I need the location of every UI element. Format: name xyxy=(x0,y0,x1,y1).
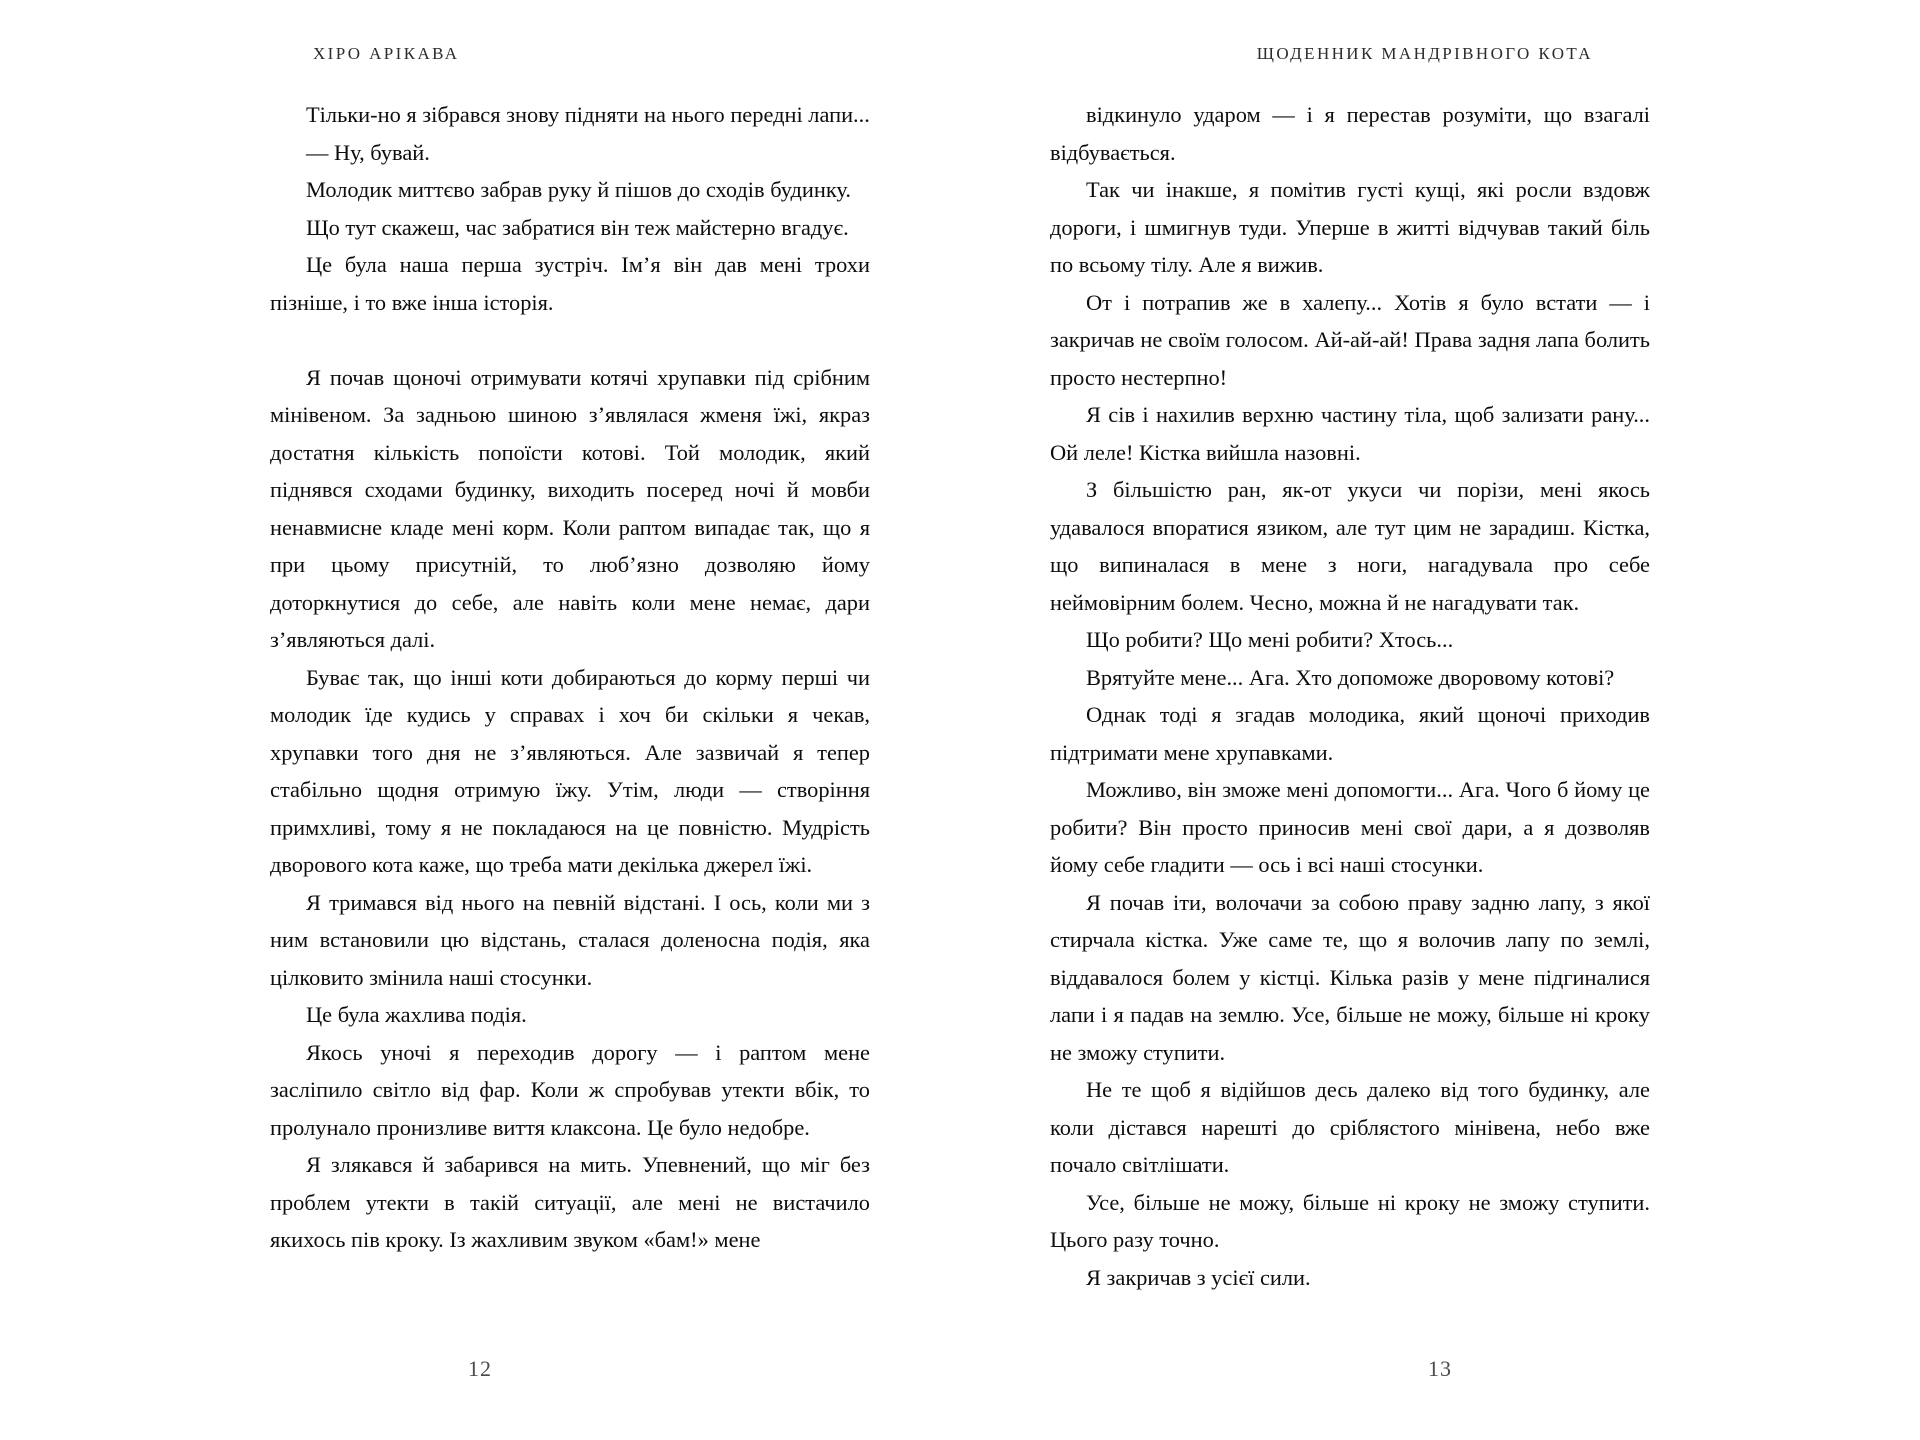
paragraph: Що робити? Що мені робити? Хтось... xyxy=(1086,627,1454,652)
paragraph: Це була наша перша зустріч. Ім’я він дав мені трохи пізніше, і то вже інша історія. xyxy=(270,252,870,315)
folio-right: 13 xyxy=(1428,1356,1452,1381)
paragraph: От і потрапив же в халепу... Хотів я було встати — і закричав не своїм голосом. Ай-ай-ай! Права задня лапа болить просто нестерпно! xyxy=(1050,289,1650,390)
paragraph: Я закричав з усієї сили. xyxy=(1086,1264,1311,1290)
running-head-title: ЩОДЕННИК МАНДРІВНОГО КОТА xyxy=(1256,44,1593,63)
paragraph: З більшістю ран, як-от укуси чи порізи, мені якось удавалося впоратися язиком, але тут цим не зарадиш. Кістка, що випиналася в мене з ноги, нагадувала про себе неймовірним болем. Чесно, можна й не нагадувати так. xyxy=(1050,477,1650,615)
folio-left: 12 xyxy=(468,1356,492,1381)
paragraph: Буває так, що інші коти добираються до корму перші чи молодик їде кудись у справах і хоч би скільки я чекав, хрупавки того дня не з’являються. Але зазвичай я тепер стабільно щодня отримую їжу. Утім, люди — створіння примхливі, тому я не покладаюся на це повністю. Мудрість дворового кота каже, що треба мати декілька джерел їжі. xyxy=(270,664,870,877)
paragraph: Можливо, він зможе мені допомогти... Ага. Чого б йому це робити? Він просто приносив мені свої дари, а я дозволяв йому себе гладити — ось і всі наші стосунки. xyxy=(1050,777,1650,877)
paragraph: Я сів і нахилив верхню частину тіла, щоб зализати рану... Ой леле! Кістка вийшла назовні. xyxy=(1050,402,1650,465)
paragraph: Врятуйте мене... Ага. Хто допоможе дворовому котові? xyxy=(1086,664,1615,690)
left-page-column xyxy=(270,96,870,1296)
paragraph: Однак тоді я згадав молодика, який щоночі приходив підтримати мене хрупавками. xyxy=(1050,702,1650,765)
paragraph: Я почав щоночі отримувати котячі хрупавки під срібним мінівеном. За задньою шиною з’являлася жменя їжі, якраз достатня кількість попоїсти котові. Той молодик, який піднявся сходами будинку, виходить посеред ночі й мовби ненавмисне кладе мені корм. Коли раптом випадає так, що я при цьому присутній, то люб’язно дозволяю йому доторкнутися до себе, але навіть коли мене немає, дари з’являються далі. xyxy=(270,364,870,652)
paragraph: Якось уночі я переходив дорогу — і раптом мене засліпило світло від фар. Коли ж спробував утекти вбік, то пролунало пронизливе виття клаксона. Це було недобре. xyxy=(270,1039,870,1140)
right-page-column xyxy=(1050,96,1650,1296)
paragraph: відкинуло ударом — і я перестав розуміти, що взагалі відбувається. xyxy=(1050,102,1650,165)
right-page-body-text xyxy=(1050,96,1650,1296)
paragraph: Я злякався й забарився на мить. Упевнений, що міг без проблем утекти в такій ситуації, але мені не вистачило якихось пів кроку. Із жахливим звуком «бам!» мене xyxy=(270,1152,870,1252)
paragraph: Тільки-но я зібрався знову підняти на нього передні лапи... xyxy=(306,102,870,127)
paragraph: Я почав іти, волочачи за собою праву задню лапу, з якої стирчала кістка. Уже саме те, що я волочив лапу по землі, віддавалося болем у кістці. Кілька разів у мене підгиналися лапи і я падав на землю. Усе, більше не можу, більше ні кроку не зможу ступити. xyxy=(1050,889,1650,1065)
paragraph: Це була жахлива подія. xyxy=(306,1002,527,1027)
paragraph: Молодик миттєво забрав руку й пішов до сходів будинку. xyxy=(306,177,851,202)
paragraph: Я тримався від нього на певній відстані. І ось, коли ми з ним встановили цю відстань, сталася доленосна подія, яка цілковито змінила наші стосунки. xyxy=(270,889,870,990)
left-page-body-text xyxy=(270,96,870,1259)
page-columns xyxy=(0,96,1920,1296)
paragraph: — Ну, бувай. xyxy=(306,139,430,165)
running-head-author: ХІРО АРІКАВА xyxy=(313,44,460,63)
paragraph: Усе, більше не можу, більше ні кроку не зможу ступити. Цього разу точно. xyxy=(1050,1189,1650,1252)
paragraph: Не те щоб я відійшов десь далеко від того будинку, але коли дістався нарешті до сріблястого мінівена, небо вже почало світлішати. xyxy=(1050,1077,1650,1177)
paragraph: Що тут скажеш, час забратися він теж майстерно вгадує. xyxy=(306,214,849,240)
paragraph: Так чи інакше, я помітив густі кущі, які росли вздовж дороги, і шмигнув туди. Уперше в житті відчував такий біль по всьому тілу. Але я вижив. xyxy=(1050,177,1650,277)
